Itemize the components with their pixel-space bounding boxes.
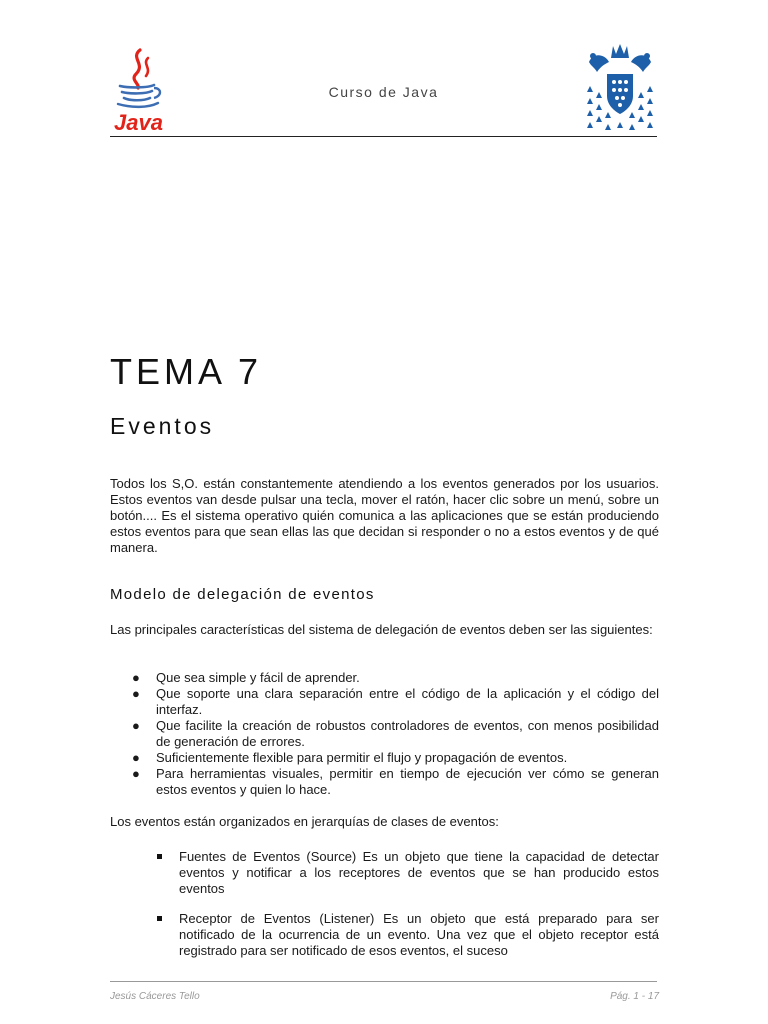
chapter-number: TEMA 7 (110, 351, 263, 392)
list-item (128, 718, 659, 750)
list-item-text: Que soporte una clara separación entre el código de la aplicación y el código del interfaz. (156, 686, 659, 717)
bullet-icon: ● (132, 686, 140, 701)
section-heading: Modelo de delegación de eventos (110, 586, 375, 603)
page-header (110, 40, 657, 137)
square-bullet-icon (157, 916, 162, 921)
java-logo-text: Java (114, 110, 163, 134)
list-item-text: Receptor de Eventos (Listener) Es un objeto que está preparado para ser notificado de la ocurrencia de un evento. Una vez que el objeto receptor está registrado para ser notificado de esos eventos, el suceso (179, 911, 659, 958)
list-item-text: Para herramientas visuales, permitir en tiempo de ejecución ver cómo se generan estos eventos y quien lo hace. (156, 766, 659, 797)
characteristics-list (128, 670, 659, 798)
bullet-icon: ● (132, 670, 140, 685)
event-components-list (155, 849, 659, 973)
footer-divider (110, 981, 657, 982)
hierarchy-paragraph: Los eventos están organizados en jerarquías de clases de eventos: (110, 814, 499, 829)
list-item-text: Que facilite la creación de robustos controladores de eventos, con menos posibilidad de generación de errores. (156, 718, 659, 749)
bullet-icon: ● (132, 766, 140, 781)
list-item (128, 750, 659, 766)
list-item (155, 911, 659, 959)
footer-author: Jesús Cáceres Tello (110, 991, 200, 1002)
list-item-text: Fuentes de Eventos (Source) Es un objeto que tiene la capacidad de detectar eventos y notificar a los receptores de eventos que se han producido estos eventos (179, 849, 659, 896)
section-lead-paragraph: Las principales características del sistema de delegación de eventos deben ser las siguientes: (110, 622, 653, 637)
university-seal-icon (583, 42, 657, 134)
square-bullet-icon (157, 854, 162, 859)
list-item (128, 686, 659, 718)
intro-paragraph: Todos los S,O. están constantemente atendiendo a los eventos generados por los usuarios. Estos eventos van desde pulsar una tecla, mover el ratón, hacer clic sobre un menú, sobre un botón.... Es el sistema operativo quién comunica a las aplicaciones que se están produciendo estos eventos para que sean ellas las que decidan si responder o no a estos eventos y de qué manera. (110, 476, 659, 555)
list-item (155, 849, 659, 897)
bullet-icon: ● (132, 750, 140, 765)
footer-page-number: Pág. 1 - 17 (610, 991, 659, 1002)
list-item-text: Suficientemente flexible para permitir el flujo y propagación de eventos. (156, 750, 568, 765)
bullet-icon: ● (132, 718, 140, 733)
list-item-text: Que sea simple y fácil de aprender. (156, 670, 360, 685)
header-title: Curso de Java (328, 84, 439, 100)
list-item (128, 766, 659, 798)
list-item (128, 670, 659, 686)
chapter-title: Eventos (110, 413, 215, 439)
